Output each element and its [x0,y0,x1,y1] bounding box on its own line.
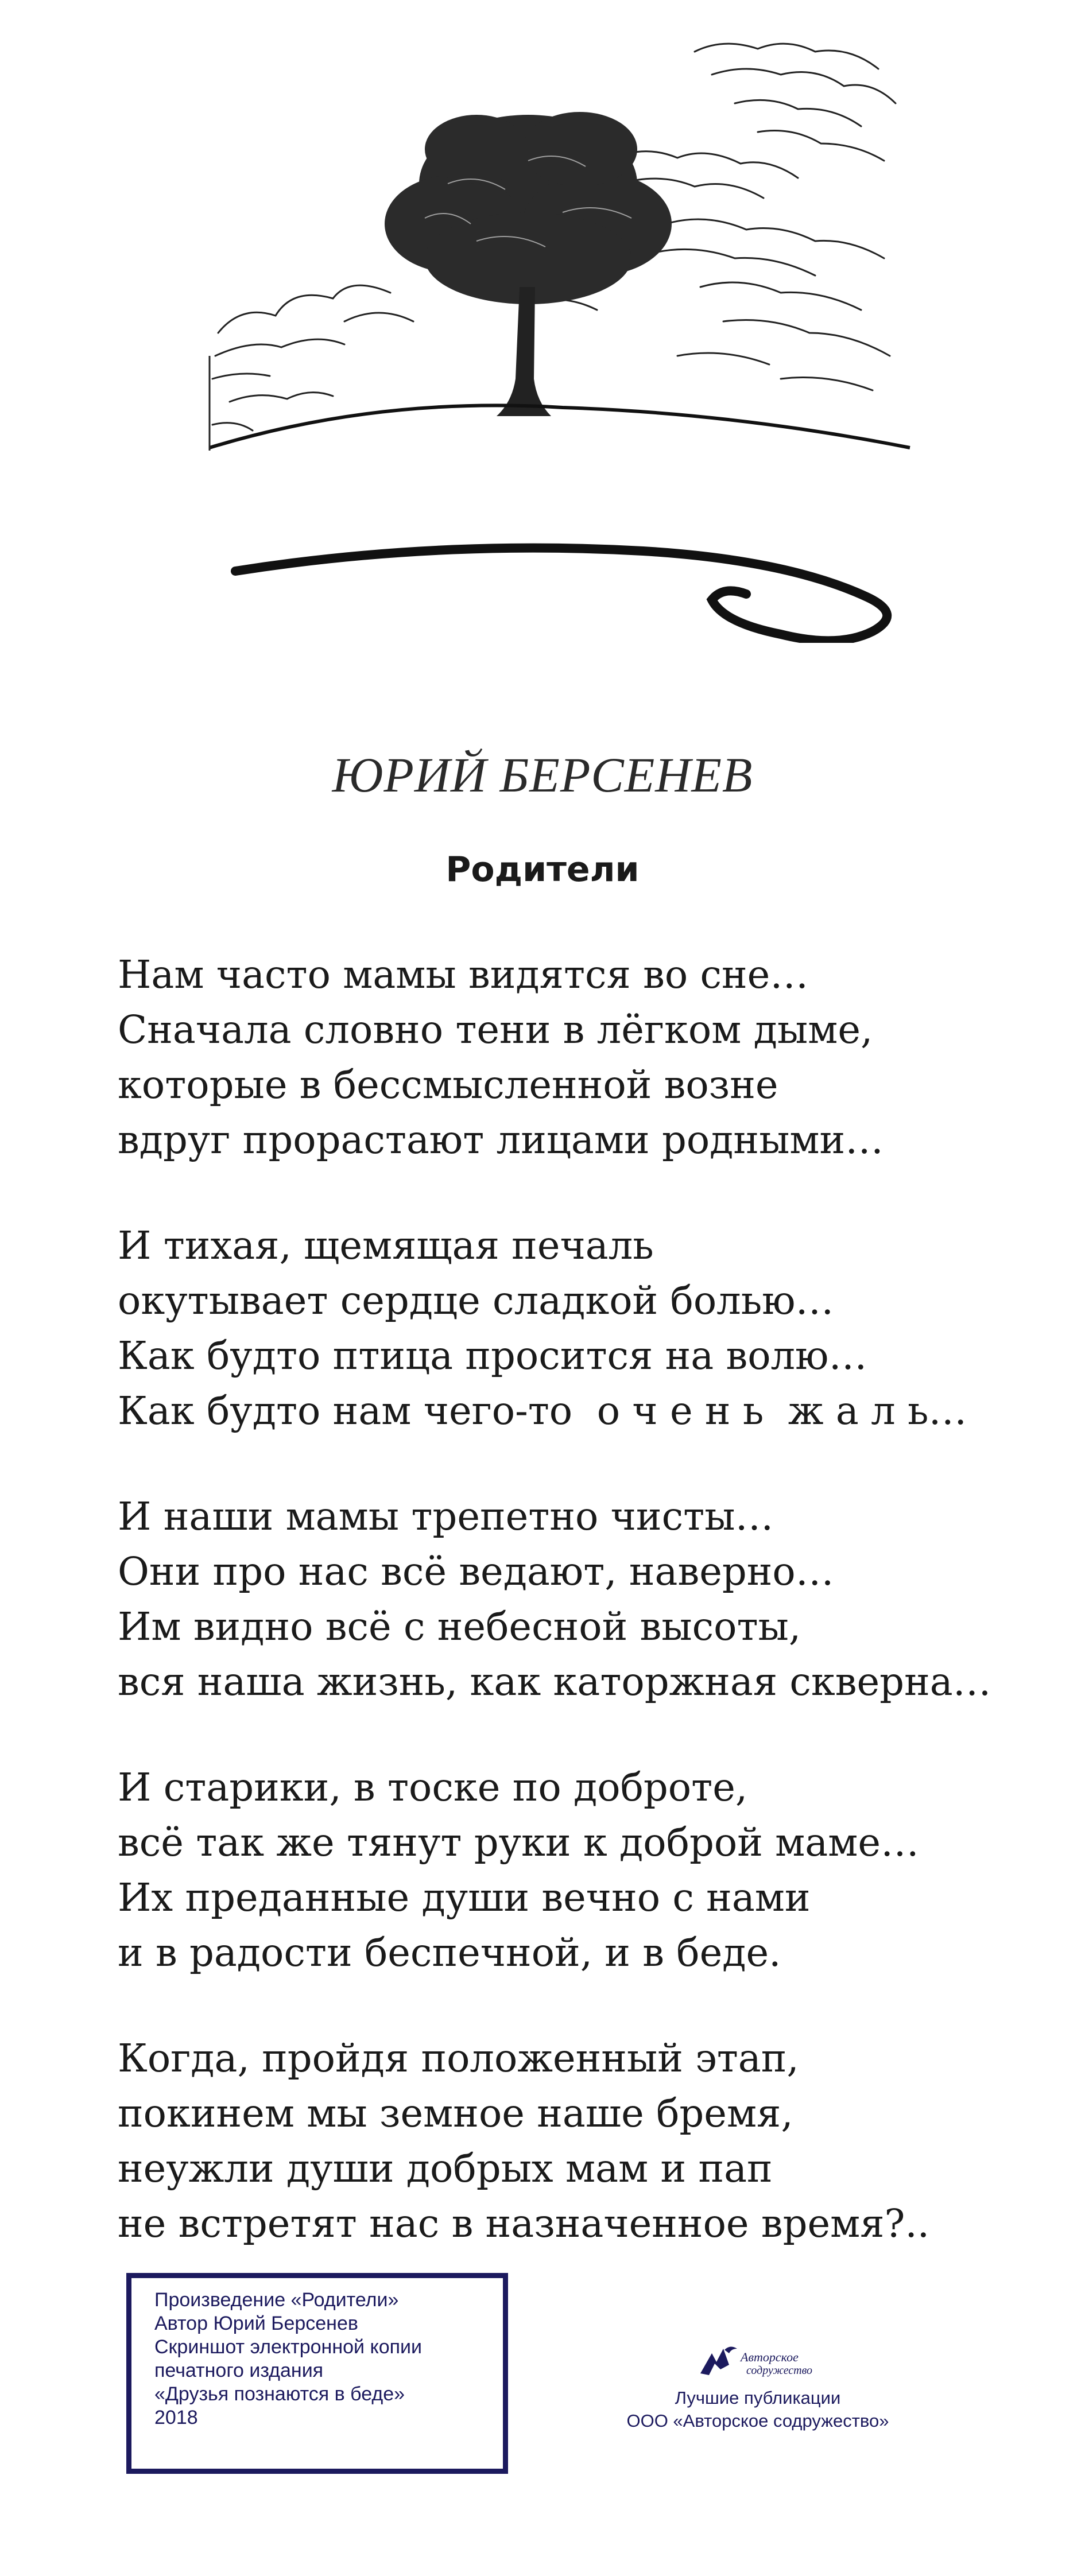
credit-line: Автор Юрий Берсенев [154,2313,358,2334]
publisher-line: Лучшие публикации [675,2388,841,2408]
poem-line: И наши мамы трепетно чисты… [118,1494,774,1539]
stanza [118,1760,1059,1980]
credit-line: Произведение «Родители» [154,2289,399,2311]
poem-line: Нам часто мамы видятся во сне… [118,952,809,997]
poem-line: Они про нас всё ведают, наверно… [118,1549,834,1594]
stanza [118,2031,1059,2251]
poem-line: окутывает сердце сладкой болью… [118,1278,834,1323]
stanza [118,1489,1059,1709]
credit-line: Скриншот электронной копии [154,2336,423,2358]
poem-line: вся наша жизнь, как каторжная скверна… [118,1659,991,1704]
poem-line: Когда, пройдя положенный этап, [118,2036,799,2081]
poem-body [118,947,1059,2302]
poem-line: И старики, в тоске по доброте, [118,1765,748,1810]
publisher-block [614,2342,901,2433]
stanza [118,947,1059,1167]
publisher-line: ООО «Авторское содружество» [626,2411,889,2431]
poem-line: всё так же тянут руки к доброй маме… [118,1820,919,1865]
poem-line: покинем мы земное наше бремя, [118,2091,793,2136]
publisher-logo-icon [689,2342,827,2382]
poem-line: Им видно всё с небесной высоты, [118,1604,801,1649]
poem-line: вдруг прорастают лицами родными… [118,1118,884,1162]
author-name: ЮРИЙ БЕРСЕНЕВ [332,747,753,802]
credit-line: 2018 [154,2407,198,2428]
tree-illustration [207,34,913,643]
credit-box [126,2273,508,2474]
svg-text:содружество: содружество [746,2364,813,2377]
poem-title: Родители [445,849,640,890]
poem-line: и в радости беспечной, и в беде. [118,1930,781,1975]
svg-text:Авторское: Авторское [741,2350,799,2364]
credit-line: печатного издания [154,2360,324,2381]
stanza [118,1218,1059,1438]
poem-line: Сначала словно тени в лёгком дыме, [118,1007,873,1052]
poem-line: которые в бессмысленной возне [118,1062,778,1107]
poem-line: Как будто нам чего-то о ч е н ь ж а л ь… [118,1388,967,1433]
poem-line: Их преданные души вечно с нами [118,1875,811,1920]
credit-line: «Друзья познаются в беде» [154,2383,405,2405]
poem-line: И тихая, щемящая печаль [118,1223,654,1268]
poem-line: неужли души добрых мам и пап [118,2146,773,2191]
poem-line: Как будто птица просится на волю… [118,1333,867,1378]
poem-line: не встретят нас в назначенное время?.. [118,2201,930,2246]
